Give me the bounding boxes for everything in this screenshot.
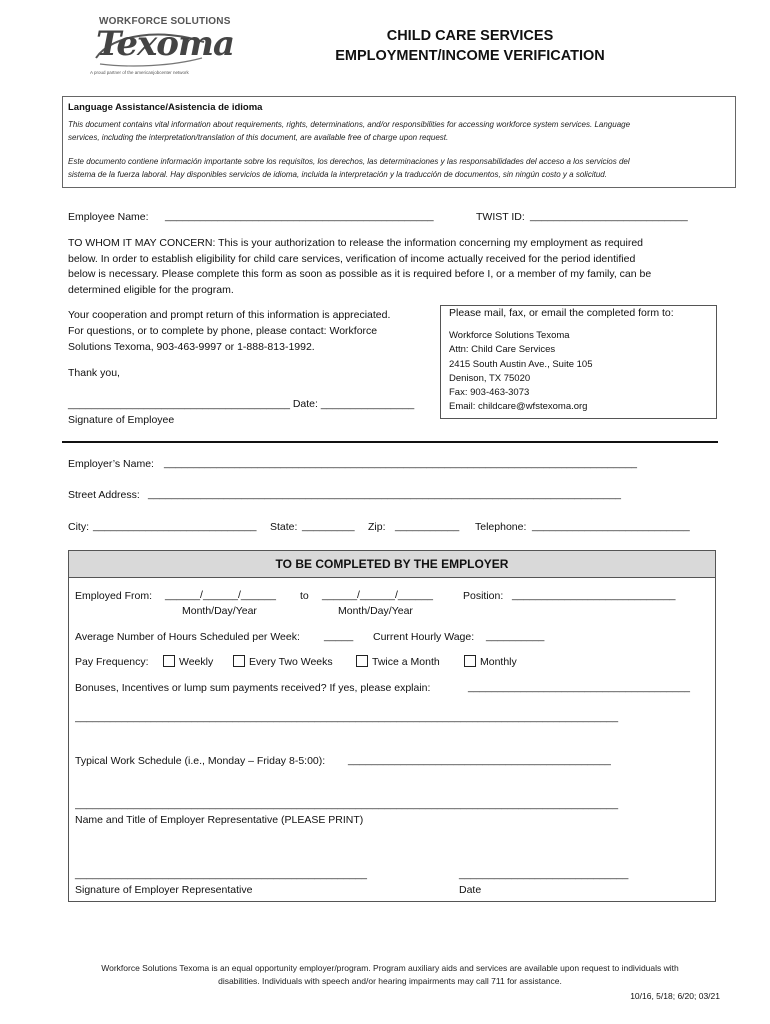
employee-signature-field[interactable]: ______________________________________ Date: ________________: [68, 398, 415, 410]
bonus-extra-field[interactable]: _____________________________________________________________________________________________: [75, 711, 619, 723]
thank-you-text: Thank you,: [68, 367, 120, 379]
employer-name-field[interactable]: _________________________________________________________________________________: [164, 457, 638, 469]
to-label: to: [300, 590, 309, 602]
mail-email: Email: childcare@wfstexoma.org: [449, 401, 588, 412]
city-label: City:: [68, 521, 89, 533]
mail-heading: Please mail, fax, or email the completed form to:: [449, 307, 674, 319]
work-schedule-label: Typical Work Schedule (i.e., Monday – Friday 8-5:00):: [75, 755, 326, 767]
mdy-label-1: Month/Day/Year: [182, 605, 257, 617]
intro-line2: below. In order to establish eligibility for child care services, verification of income actually received for the period identified: [68, 253, 636, 265]
weekly-option-label: Weekly: [179, 656, 214, 668]
every-two-weeks-checkbox[interactable]: [233, 655, 245, 667]
zip-field[interactable]: ___________: [395, 520, 460, 532]
position-label: Position:: [463, 590, 504, 602]
bonus-label: Bonuses, Incentives or lump sum payments received? If yes, please explain:: [75, 682, 431, 694]
state-field[interactable]: _________: [302, 520, 355, 532]
footer-notice: [60, 962, 720, 988]
employee-name-field[interactable]: ______________________________________________: [165, 210, 434, 222]
rep-date-label: Date: [459, 884, 482, 896]
form-version: 10/16, 5/18; 6/20; 03/21: [630, 991, 720, 1001]
position-field[interactable]: ____________________________: [512, 589, 676, 601]
rep-date-field[interactable]: _____________________________: [459, 868, 629, 880]
cooperation-line1: Your cooperation and prompt return of this information is appreciated.: [68, 309, 391, 321]
employed-from-label: Employed From:: [75, 590, 153, 602]
every-two-weeks-option-label: Every Two Weeks: [249, 656, 333, 668]
twist-id-field[interactable]: ___________________________: [530, 210, 688, 222]
employed-to-field[interactable]: ______/______/______: [322, 589, 433, 601]
employer-section-box: [68, 550, 716, 902]
zip-label: Zip:: [368, 521, 386, 533]
footer-line2: disabilities. Individuals with speech and/or hearing impairments may call 711 for assistance.: [218, 976, 562, 986]
rep-signature-label: Signature of Employer Representative: [75, 884, 253, 896]
employee-name-label: Employee Name:: [68, 211, 149, 223]
telephone-field[interactable]: ___________________________: [532, 520, 690, 532]
mail-attn: Attn: Child Care Services: [449, 344, 556, 355]
logo-sub-text: A proud partner of the americanjobcenter network: [90, 70, 189, 75]
pay-frequency-label: Pay Frequency:: [75, 656, 149, 668]
language-es-line2: sistema de la fuerza laboral. Hay disponibles servicios de idioma, incluida la interpretación y la traducción de documentos, sin ningún costo y a solicitud.: [68, 170, 607, 179]
mail-street: 2415 South Austin Ave., Suite 105: [449, 359, 593, 370]
twice-a-month-checkbox[interactable]: [356, 655, 368, 667]
bonus-field[interactable]: ______________________________________: [468, 681, 690, 693]
street-address-label: Street Address:: [68, 489, 140, 501]
employer-name-label: Employer’s Name:: [68, 458, 154, 470]
footer-line1: Workforce Solutions Texoma is an equal opportunity employer/program. Program auxiliary aids and services are available upon request to individuals with: [101, 963, 679, 973]
language-es-line1: Este documento contiene información importante sobre los requisitos, los derechos, las determinaciones y las responsabilidades del acceso a los servicios del: [68, 157, 630, 166]
mail-org: Workforce Solutions Texoma: [449, 330, 570, 341]
intro-line4: determined eligible for the program.: [68, 284, 234, 296]
cooperation-line3: Solutions Texoma, 903-463-9997 or 1-888-813-1992.: [68, 341, 315, 353]
hourly-wage-label: Current Hourly Wage:: [373, 631, 475, 643]
monthly-option-label: Monthly: [480, 656, 517, 668]
language-heading: Language Assistance/Asistencia de idioma: [68, 102, 263, 113]
rep-name-title-label: Name and Title of Employer Representative (PLEASE PRINT): [75, 814, 364, 826]
logo-top-text: WORKFORCE SOLUTIONS: [99, 16, 231, 27]
monthly-checkbox[interactable]: [464, 655, 476, 667]
work-schedule-field[interactable]: _____________________________________________: [348, 754, 611, 766]
employee-signature-label: Signature of Employee: [68, 414, 175, 426]
section-divider: [62, 441, 718, 443]
language-en-line1: This document contains vital information about requirements, rights, determinations, and/or responsibilities for accessing workforce system services. Language: [68, 120, 631, 129]
city-field[interactable]: ____________________________: [93, 520, 257, 532]
employed-from-field[interactable]: ______/______/______: [165, 589, 276, 601]
state-label: State:: [270, 521, 298, 533]
twist-id-label: TWIST ID:: [476, 211, 525, 223]
language-en-line2: services, including the interpretation/translation of this document, are available free of charge upon request.: [68, 133, 449, 142]
mdy-label-2: Month/Day/Year: [338, 605, 413, 617]
form-title-line2: EMPLOYMENT/INCOME VERIFICATION: [335, 48, 605, 64]
rep-signature-field[interactable]: __________________________________________________: [75, 868, 367, 880]
hourly-wage-field[interactable]: __________: [486, 630, 545, 642]
weekly-checkbox[interactable]: [163, 655, 175, 667]
logo-main-text: Texoma: [96, 24, 234, 64]
intro-line3: below is necessary. Please complete this form as soon as possible as it is required before I, or a member of my family, can be: [68, 268, 652, 280]
employer-section-heading: TO BE COMPLETED BY THE EMPLOYER: [69, 551, 715, 578]
hours-per-week-field[interactable]: _____: [324, 630, 354, 642]
cooperation-line2: For questions, or to complete by phone, please contact: Workforce: [68, 325, 378, 337]
twice-a-month-option-label: Twice a Month: [372, 656, 440, 668]
work-schedule-extra-field[interactable]: _____________________________________________________________________________________________: [75, 798, 619, 810]
mail-city: Denison, TX 75020: [449, 373, 531, 384]
hours-per-week-label: Average Number of Hours Scheduled per Week:: [75, 631, 300, 643]
telephone-label: Telephone:: [475, 521, 527, 533]
form-title-line1: CHILD CARE SERVICES: [386, 28, 554, 44]
intro-line1: TO WHOM IT MAY CONCERN: This is your authorization to release the information concerning my employment as required: [68, 237, 643, 249]
street-address-field[interactable]: _________________________________________________________________________________: [148, 488, 622, 500]
mail-fax: Fax: 903-463-3073: [449, 387, 530, 398]
